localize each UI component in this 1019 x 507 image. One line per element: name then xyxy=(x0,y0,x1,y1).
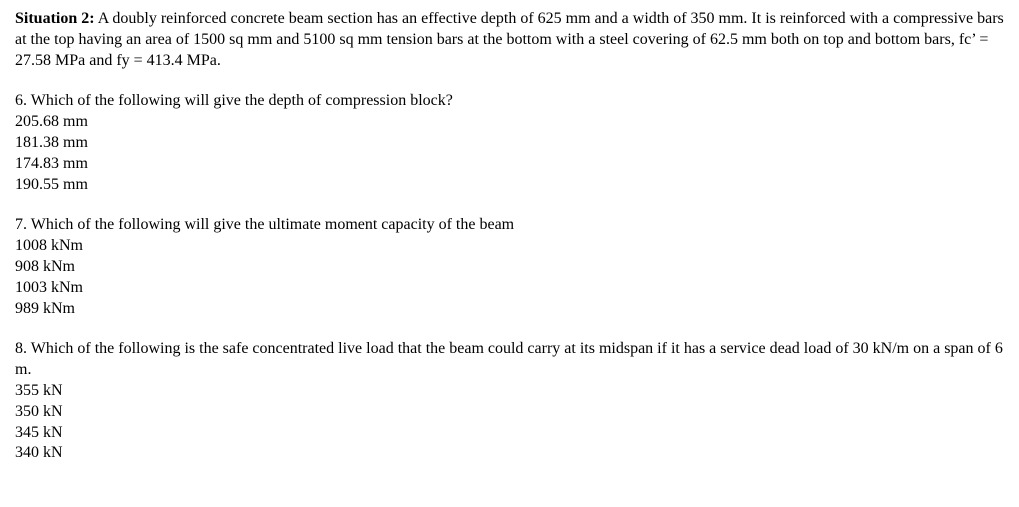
question-7-text: 7. Which of the following will give the ultimate moment capacity of the beam xyxy=(15,216,515,234)
question-8-choice-b: 350 kN xyxy=(15,402,63,420)
question-7-choice-b: 908 kNm xyxy=(15,257,75,275)
question-8 xyxy=(15,339,1009,464)
situation-paragraph xyxy=(15,9,1009,71)
question-6 xyxy=(15,91,1009,195)
question-8-choices xyxy=(15,381,1009,464)
question-6-choices xyxy=(15,112,1009,195)
question-7-choice-d: 989 kNm xyxy=(15,299,75,317)
question-8-text: 8. Which of the following is the safe concentrated live load that the beam could carry at its midspan if it has a service dead load of 30 kN/m on a span of 6 m. xyxy=(15,340,1003,379)
situation-text: A doubly reinforced concrete beam section has an effective depth of 625 mm and a width of 350 mm. It is reinforced with a compressive bars at the top having an area of 1500 sq mm and 5100 sq mm tension bars at the bottom with a steel covering of 62.5 mm both on top and bottom bars, fc’ = 27.58 MPa and fy = 413.4 MPa. xyxy=(15,10,1004,69)
question-7-choice-c: 1003 kNm xyxy=(15,278,83,296)
question-7 xyxy=(15,215,1009,319)
situation-label: Situation 2: xyxy=(15,10,95,27)
question-6-choice-b: 181.38 mm xyxy=(15,133,88,151)
question-6-text: 6. Which of the following will give the depth of compression block? xyxy=(15,92,453,110)
question-6-choice-c: 174.83 mm xyxy=(15,154,88,172)
question-6-choice-d: 190.55 mm xyxy=(15,175,88,193)
question-7-choices xyxy=(15,236,1009,319)
question-8-choice-c: 345 kN xyxy=(15,423,63,441)
question-6-choice-a: 205.68 mm xyxy=(15,113,88,131)
question-8-choice-a: 355 kN xyxy=(15,381,63,399)
question-8-choice-d: 340 kN xyxy=(15,444,63,462)
question-7-choice-a: 1008 kNm xyxy=(15,237,83,255)
